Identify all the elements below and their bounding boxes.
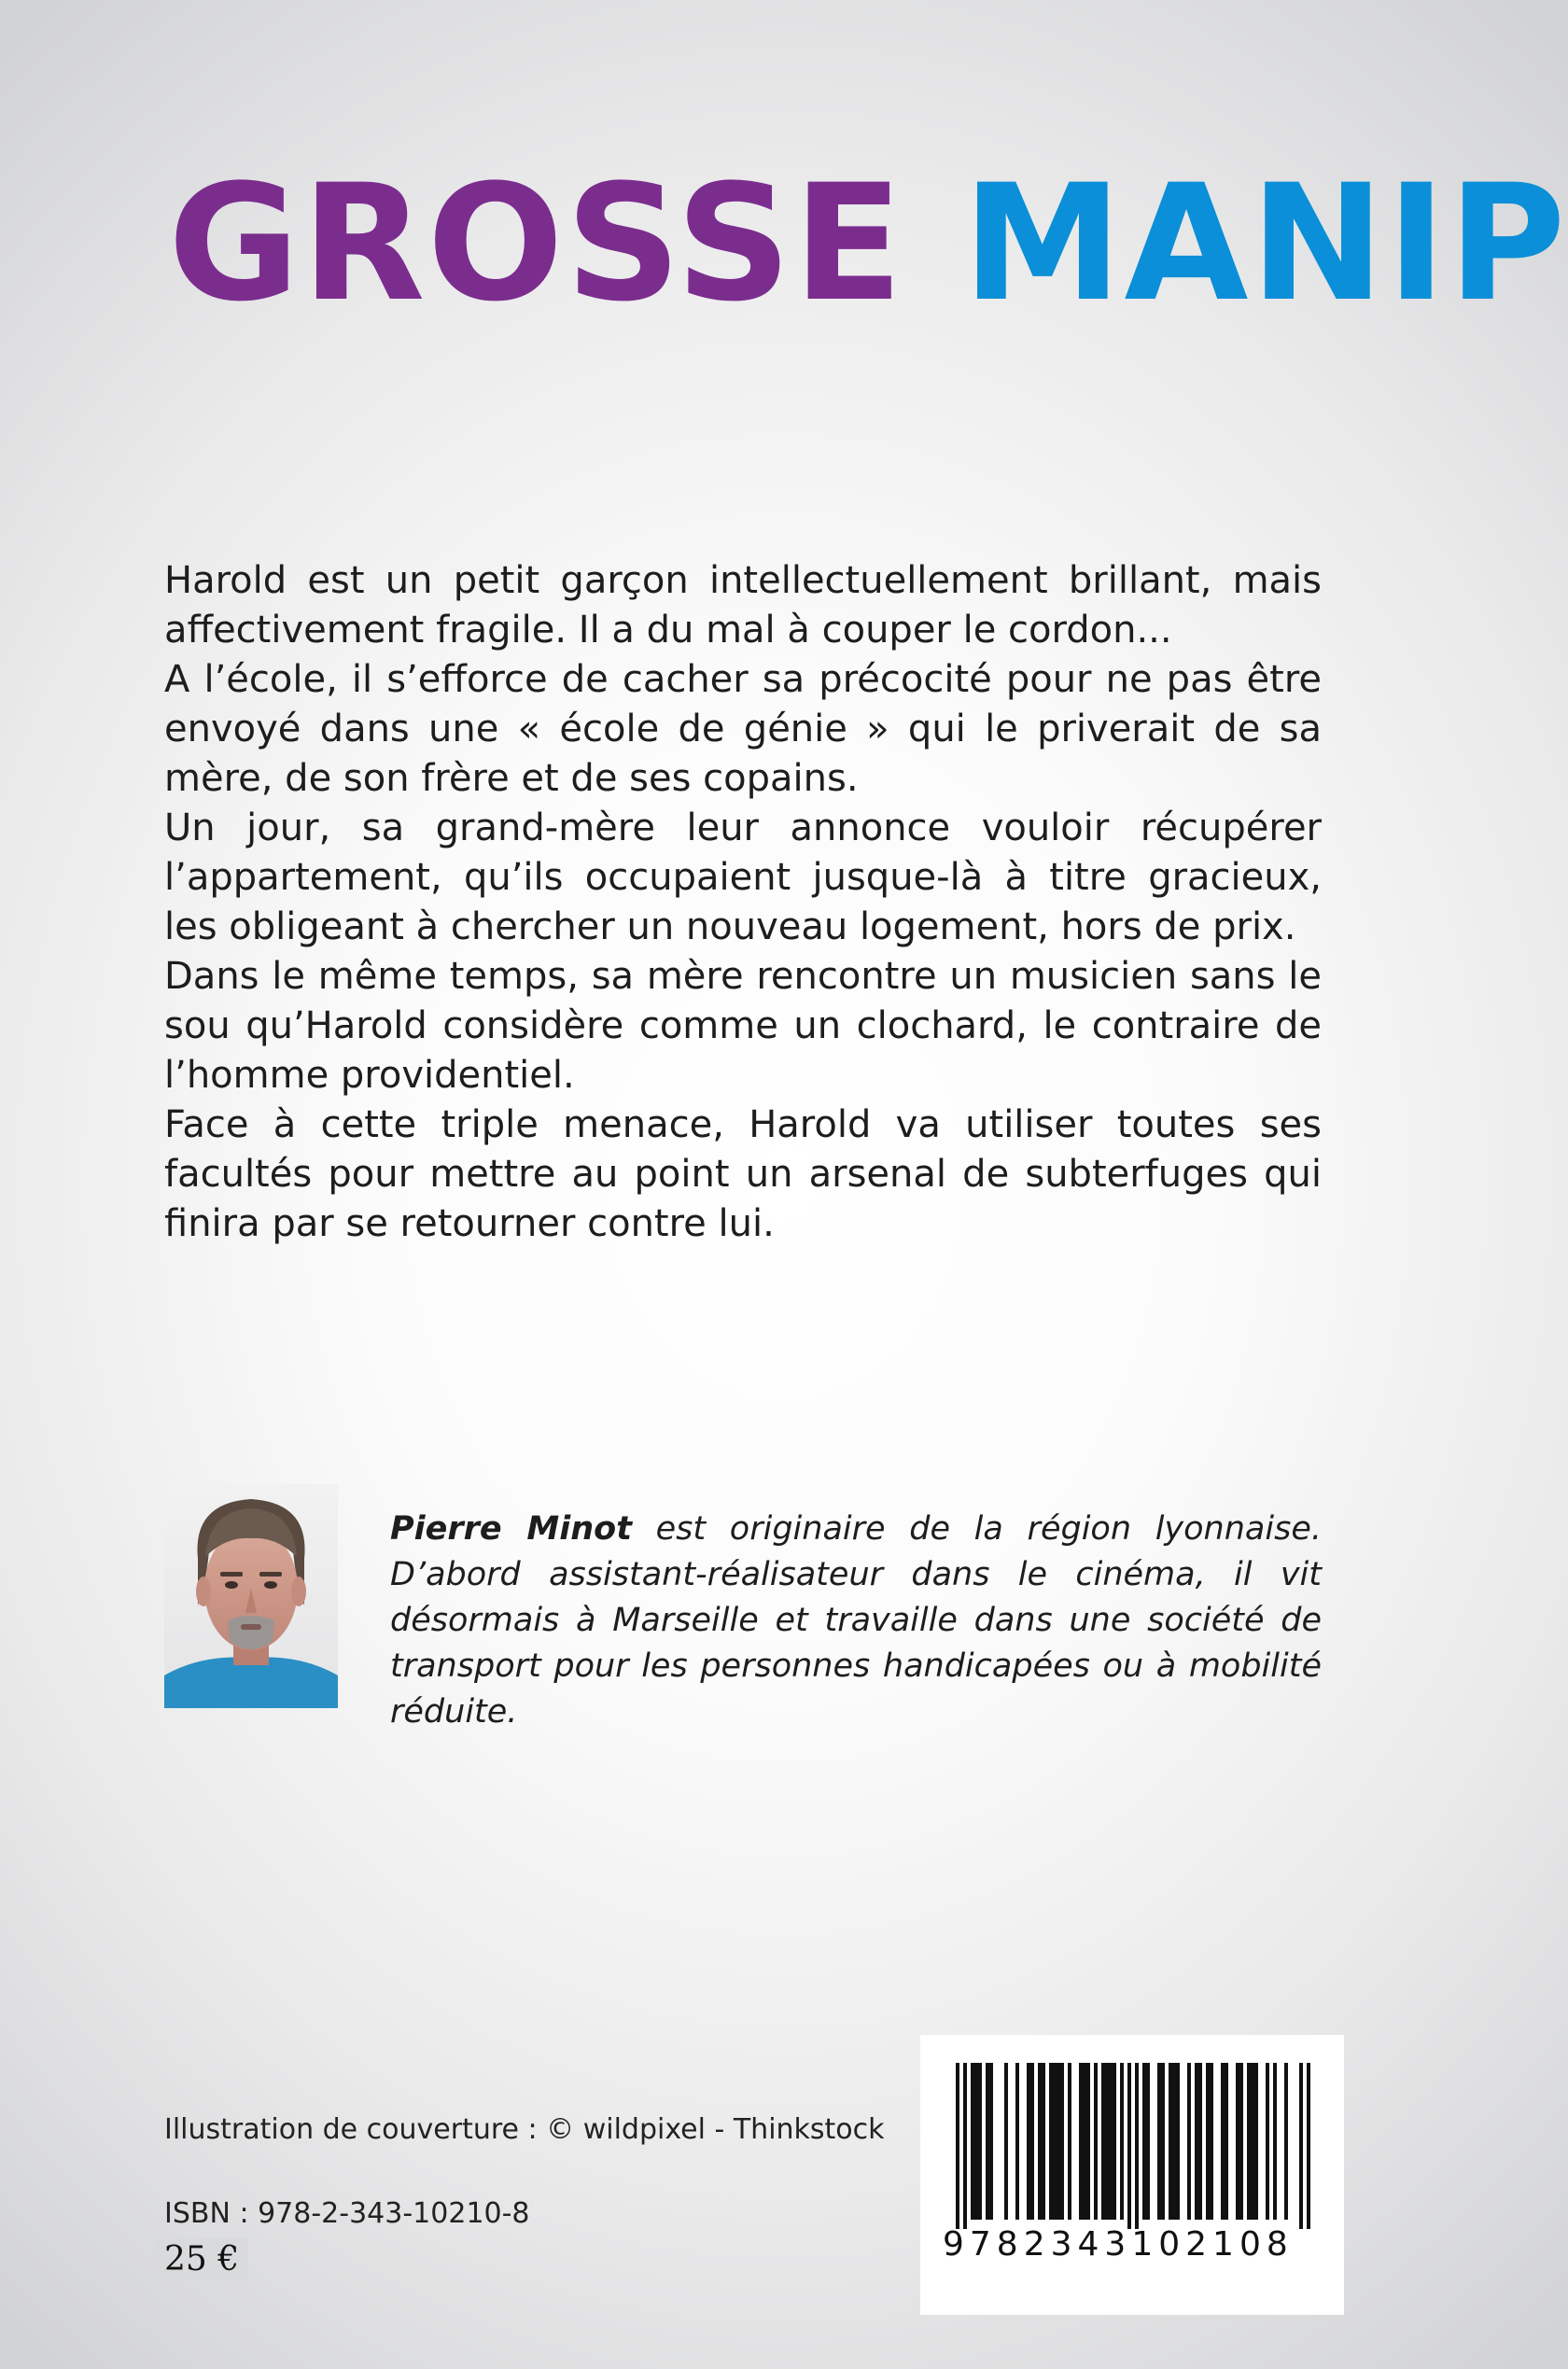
author-name: Pierre Minot	[390, 1510, 632, 1548]
barcode-bar	[1109, 2063, 1113, 2220]
barcode-bar	[1172, 2063, 1176, 2220]
summary-paragraph-3: Un jour, sa grand-mère leur annonce vouloir récupérer l’appartement, qu’ils occupaient jusque-là à titre gracieux, les obligeant à chercher un nouveau logement, hors de prix.	[164, 806, 1322, 948]
barcode-bar	[1284, 2063, 1288, 2220]
barcode-bar	[1169, 2063, 1172, 2220]
back-cover-summary	[164, 556, 1322, 1249]
author-photo	[164, 1484, 338, 1708]
cover-illustration-credit: Illustration de couverture : © wildpixel - Thinkstock	[164, 2113, 885, 2146]
barcode-bars	[920, 2035, 1344, 2231]
barcode-bar	[978, 2063, 982, 2220]
summary-paragraph-1: Harold est un petit garçon intellectuellement brillant, mais affectivement fragile. Il a du mal à couper le cordon...	[164, 559, 1322, 652]
barcode-bar	[1266, 2063, 1269, 2220]
author-portrait-illustration	[164, 1484, 338, 1708]
barcode-bar	[1236, 2063, 1239, 2220]
barcode-bar	[956, 2063, 959, 2229]
barcode-bar	[1273, 2063, 1277, 2220]
barcode-bar	[1247, 2063, 1251, 2220]
barcode-bar	[989, 2063, 993, 2220]
title-word-manip: MANIP	[962, 149, 1568, 337]
barcode-bar	[974, 2063, 978, 2220]
barcode-bar	[1225, 2063, 1228, 2220]
barcode-bar	[1083, 2063, 1086, 2220]
barcode-bar	[1105, 2063, 1109, 2220]
barcode-bar	[1142, 2063, 1146, 2220]
barcode-bar	[1079, 2063, 1083, 2220]
barcode-bar	[1068, 2063, 1071, 2220]
barcode	[920, 2035, 1344, 2315]
barcode-bar	[1042, 2063, 1045, 2220]
barcode-bar	[1157, 2063, 1161, 2220]
summary-paragraph-2: A l’école, il s’efforce de cacher sa précocité pour ne pas être envoyé dans une « école de génie » qui le priverait de sa mère, de son frère et de ses copains.	[164, 658, 1322, 800]
summary-paragraph-5: Face à cette triple menace, Harold va utiliser toutes ses facultés pour mettre au point un arsenal de subterfuges qui finira par se retourner contre lui.	[164, 1103, 1322, 1245]
barcode-bar	[1086, 2063, 1090, 2220]
barcode-bar	[1239, 2063, 1243, 2220]
barcode-digits: 9782343102108	[943, 2225, 1294, 2264]
barcode-bar	[1094, 2063, 1098, 2220]
barcode-bar	[1101, 2063, 1105, 2220]
isbn: ISBN : 978-2-343-10210-8	[164, 2197, 530, 2230]
barcode-bar	[1161, 2063, 1165, 2220]
barcode-bar	[1206, 2063, 1210, 2220]
barcode-bar	[1120, 2063, 1124, 2220]
author-bio	[390, 1507, 1322, 1735]
barcode-bar	[1015, 2063, 1019, 2220]
barcode-bar	[1113, 2063, 1116, 2220]
book-title	[168, 149, 1568, 337]
barcode-bar	[1254, 2063, 1258, 2220]
title-word-grosse: GROSSE	[168, 149, 905, 337]
barcode-bar	[1027, 2063, 1030, 2220]
barcode-bar	[1057, 2063, 1060, 2220]
barcode-bar	[1299, 2063, 1303, 2229]
barcode-bar	[1135, 2063, 1139, 2229]
barcode-bar	[1251, 2063, 1254, 2220]
barcode-bar	[1049, 2063, 1053, 2220]
price-tag: 25 €	[155, 2238, 248, 2280]
barcode-bar	[1210, 2063, 1213, 2220]
barcode-bar	[1030, 2063, 1034, 2220]
barcode-bar	[1053, 2063, 1057, 2220]
barcode-bar	[1004, 2063, 1008, 2220]
barcode-bar	[1195, 2063, 1198, 2220]
barcode-bar	[1198, 2063, 1202, 2220]
barcode-bar	[963, 2063, 967, 2229]
barcode-bar	[1146, 2063, 1150, 2220]
barcode-bar	[1060, 2063, 1064, 2220]
barcode-bar	[1038, 2063, 1042, 2220]
barcode-bar	[1221, 2063, 1225, 2220]
barcode-bar	[1307, 2063, 1310, 2229]
summary-paragraph-4: Dans le même temps, sa mère rencontre un musicien sans le sou qu’Harold considère comme un clochard, le contraire de l’homme providentiel.	[164, 955, 1322, 1097]
barcode-bar	[971, 2063, 974, 2220]
barcode-bar	[986, 2063, 989, 2220]
barcode-bar	[1187, 2063, 1191, 2220]
author-bio-text: est originaire de la région lyonnaise. D’abord assistant-réalisateur dans le cinéma, il vit désormais à Marseille et travaille dans une société de transport pour les personnes handicapées ou à mobilité réduite.	[390, 1510, 1322, 1731]
barcode-bar	[1176, 2063, 1180, 2220]
barcode-bar	[1127, 2063, 1131, 2229]
